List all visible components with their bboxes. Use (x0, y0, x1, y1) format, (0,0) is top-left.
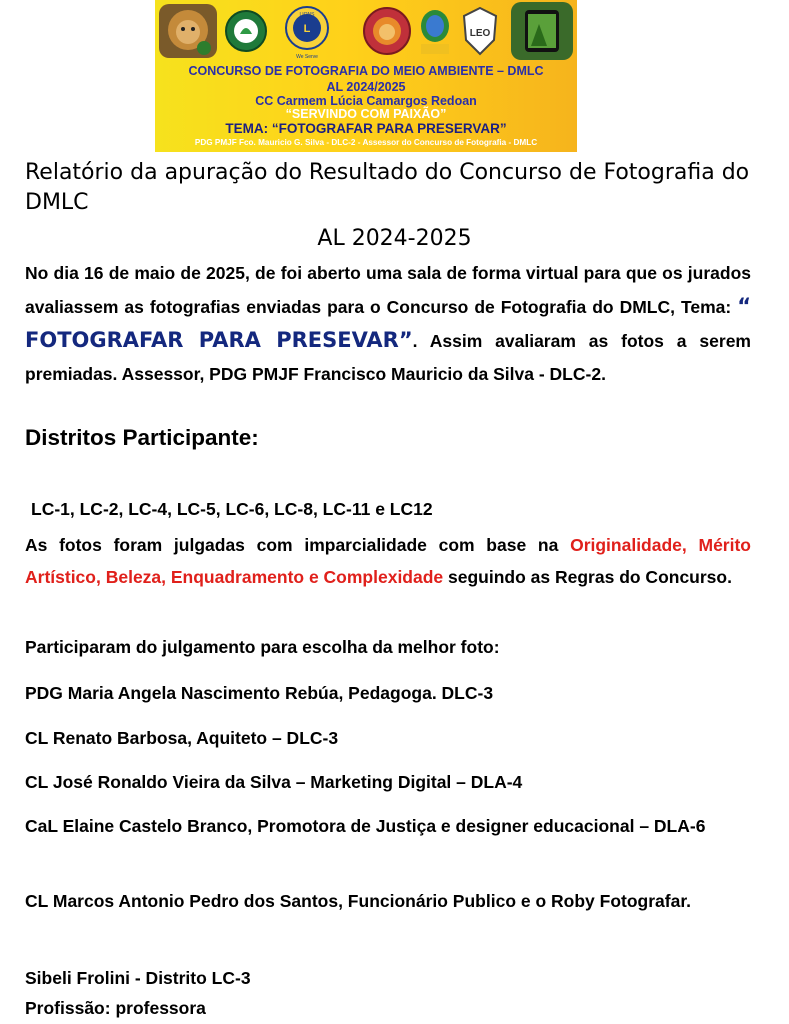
judge-profession: Profissão: professora (25, 998, 206, 1018)
banner-motto: “SERVINDO COM PAIXÃO” (285, 107, 447, 121)
svg-text:L: L (303, 23, 311, 35)
contest-banner (155, 0, 577, 152)
banner-title: CONCURSO DE FOTOGRAFIA DO MEIO AMBIENTE – DMLC (188, 64, 544, 78)
report-year: AL 2024-2025 (317, 226, 472, 251)
intro-text-end: . Assim avaliaram as fotos a serem premiadas. Assessor, PDG PMJF Francisco Mauricio da Silva - DLC-2. (25, 331, 751, 384)
forest-photo-icon (511, 2, 573, 60)
judge-item: CL Marcos Antonio Pedro dos Santos, Funcionário Publico e o Roby Fotografar. (25, 891, 692, 911)
lion-photo-icon (159, 4, 217, 58)
judging-text-end: seguindo as Regras do Concurso. (448, 567, 732, 587)
banner-logos (155, 0, 577, 62)
banner-theme: TEMA: “FOTOGRAFAR PARA PRESERVAR” (225, 121, 507, 136)
leo-club-logo (460, 6, 500, 56)
banner-governor: CC Carmem Lúcia Camargos Redoan (255, 94, 477, 108)
svg-text:We Serve: We Serve (296, 54, 318, 60)
environment-seal-icon (225, 10, 267, 52)
servindo-com-paixao-logo (417, 6, 453, 58)
judge-item: CaL Elaine Castelo Branco, Promotora de Justiça e designer educacional – DLA-6 (25, 816, 706, 836)
lions-logo (283, 4, 331, 60)
judge-item: Sibeli Frolini - Distrito LC-3 (25, 968, 251, 988)
intro-paragraph (25, 257, 751, 391)
judging-criteria: Originalidade, Mérito Artístico, Beleza, Enquadramento e Complexidade (25, 535, 751, 587)
judges-intro: Participaram do julgamento para escolha da melhor foto: (25, 637, 500, 657)
theme-highlight: “ FOTOGRAFAR PARA PRESEVAR” (25, 294, 751, 352)
intro-text: No dia 16 de maio de 2025, de foi aberto uma sala de forma virtual para que os jurados avaliassem as fotografias enviadas para o Concurso de Fotografia do DMLC, Tema: (25, 263, 751, 317)
districts-list: LC-1, LC-2, LC-4, LC-5, LC-6, LC-8, LC-11 e LC12 (31, 499, 433, 519)
judge-item: CL José Ronaldo Vieira da Silva – Marketing Digital – DLA-4 (25, 772, 523, 792)
districts-heading: Distritos Participante: (25, 425, 259, 450)
banner-credit: PDG PMJF Fco. Mauricio G. Silva - DLC-2 - Assessor do Concurso de Fotografia - DMLC (194, 138, 538, 147)
judging-paragraph (25, 529, 751, 593)
judging-text: As fotos foram julgadas com imparcialidade com base na (25, 535, 559, 555)
svg-text:LIONS: LIONS (299, 12, 315, 18)
lion-seal-icon (363, 6, 411, 56)
report-title: Relatório da apuração do Resultado do Concurso de Fotografia do DMLC (25, 160, 750, 215)
svg-text:LEO: LEO (469, 28, 491, 39)
judge-item: PDG Maria Angela Nascimento Rebúa, Pedagoga. DLC-3 (25, 683, 494, 703)
judge-item: CL Renato Barbosa, Aquiteto – DLC-3 (25, 728, 339, 748)
banner-year: AL 2024/2025 (326, 80, 406, 94)
